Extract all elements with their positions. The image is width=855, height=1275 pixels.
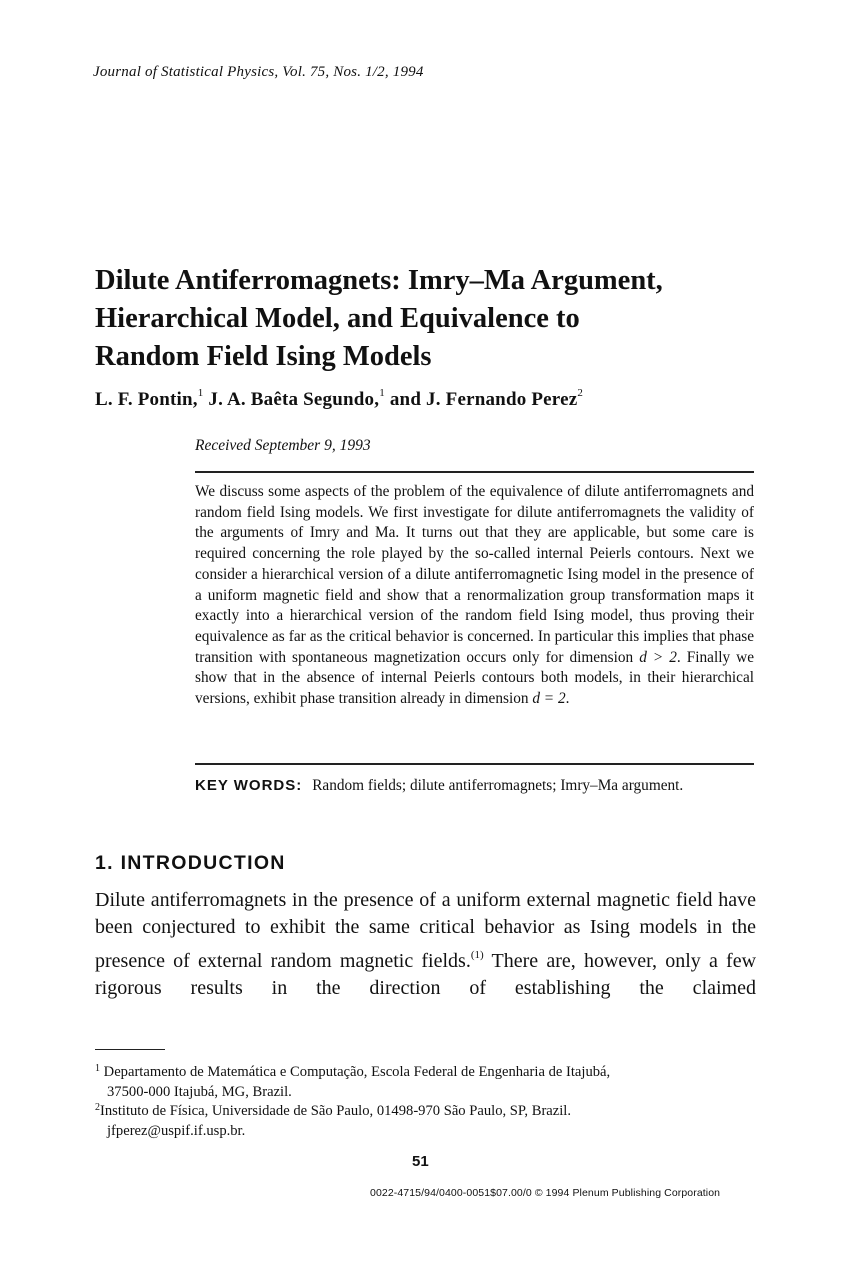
footnote-1-line-2: 37500-000 Itajubá, MG, Brazil. — [107, 1083, 292, 1100]
abstract-condition-1: d > 2 — [639, 648, 677, 666]
page-number: 51 — [412, 1153, 429, 1170]
journal-header: Journal of Statistical Physics, Vol. 75, Nos. 1/2, 1994 — [93, 64, 424, 80]
footnote-mark: 2 — [95, 1102, 100, 1113]
keywords-text: Random fields; dilute antiferromagnets; Imry–Ma argument. — [312, 777, 684, 794]
section-heading: 1. INTRODUCTION — [95, 852, 286, 874]
citation-ref[interactable]: (1) — [470, 948, 484, 961]
keywords-label: KEY WORDS: — [195, 777, 303, 794]
abstract-condition-2: d = 2 — [532, 690, 566, 708]
affiliation-mark: 1 — [197, 387, 204, 399]
author-perez: J. Fernando Perez — [426, 389, 578, 410]
abstract-text-3: . — [565, 690, 570, 708]
abstract — [195, 482, 754, 710]
footnote-2-email[interactable]: jfperez@uspif.if.usp.br. — [107, 1122, 246, 1139]
footnote-2 — [95, 1098, 755, 1141]
abstract-bottom-rule — [195, 763, 754, 765]
title-line-1: Dilute Antiferromagnets: Imry–Ma Argument, — [95, 265, 663, 296]
copyright-line: 0022-4715/94/0400-0051$07.00/0 © 1994 Plenum Publishing Corporation — [370, 1187, 721, 1199]
received-date: Received September 9, 1993 — [195, 437, 371, 454]
keywords — [195, 777, 765, 795]
affiliation-mark: 1 — [379, 387, 385, 399]
abstract-text-1: We discuss some aspects of the problem of the equivalence of dilute antiferromagnets and random field Ising models. We first investigate for dilute antiferromagnets the validity of the arguments of Imry and Ma. It turns out that they are applicable, but some care is required concerning the role played by the so-called internal Peierls contours. Next we consider a hierarchical version of a dilute antiferromagnetic Ising model in the presence of a uniform magnetic field and show that a renormalization group transformation maps it exactly into a hierarchical version of the random field Ising model, thus proving their equivalence as far as the critical behavior is concerned. In particular this implies that phase transition with spontaneous magnetization occurs only for dimension — [195, 483, 754, 666]
footnote-2-line-1: Instituto de Física, Universidade de São Paulo, 01498-970 São Paulo, SP, Brazil. — [100, 1103, 572, 1119]
title-line-3: Random Field Ising Models — [95, 341, 432, 372]
intro-text-1: Dilute antiferromagnets in the presence of a uniform external magnetic field have been conjectured to exhibit the same critical behavior as Ising models in the presence of external random magnetic fields. — [95, 889, 756, 972]
footnote-rule — [95, 1049, 165, 1050]
abstract-text-2: . Finally we show that in the absence of internal Peierls contours both models, in their hierarchical versions, exhibit phase transition already in dimension — [195, 648, 754, 708]
author-baeta-segundo: J. A. Baêta Segundo, — [208, 389, 380, 410]
author-pontin: L. F. Pontin, — [95, 389, 198, 410]
author-connector: and — [389, 389, 422, 410]
footnote-1 — [95, 1059, 755, 1102]
author-list — [95, 387, 583, 411]
footnote-mark: 1 — [95, 1063, 100, 1074]
title-line-2: Hierarchical Model, and Equivalence to — [95, 303, 580, 334]
introduction-paragraph — [95, 887, 756, 1002]
footnote-1-line-1: Departamento de Matemática e Computação, Escola Federal de Engenharia de Itajubá, — [103, 1064, 611, 1080]
abstract-top-rule — [195, 471, 754, 473]
affiliation-mark: 2 — [577, 387, 584, 399]
paper-title — [95, 262, 775, 376]
intro-text-2: There are, however, only a few rigorous results in the direction of establishing the claimed — [95, 949, 757, 999]
